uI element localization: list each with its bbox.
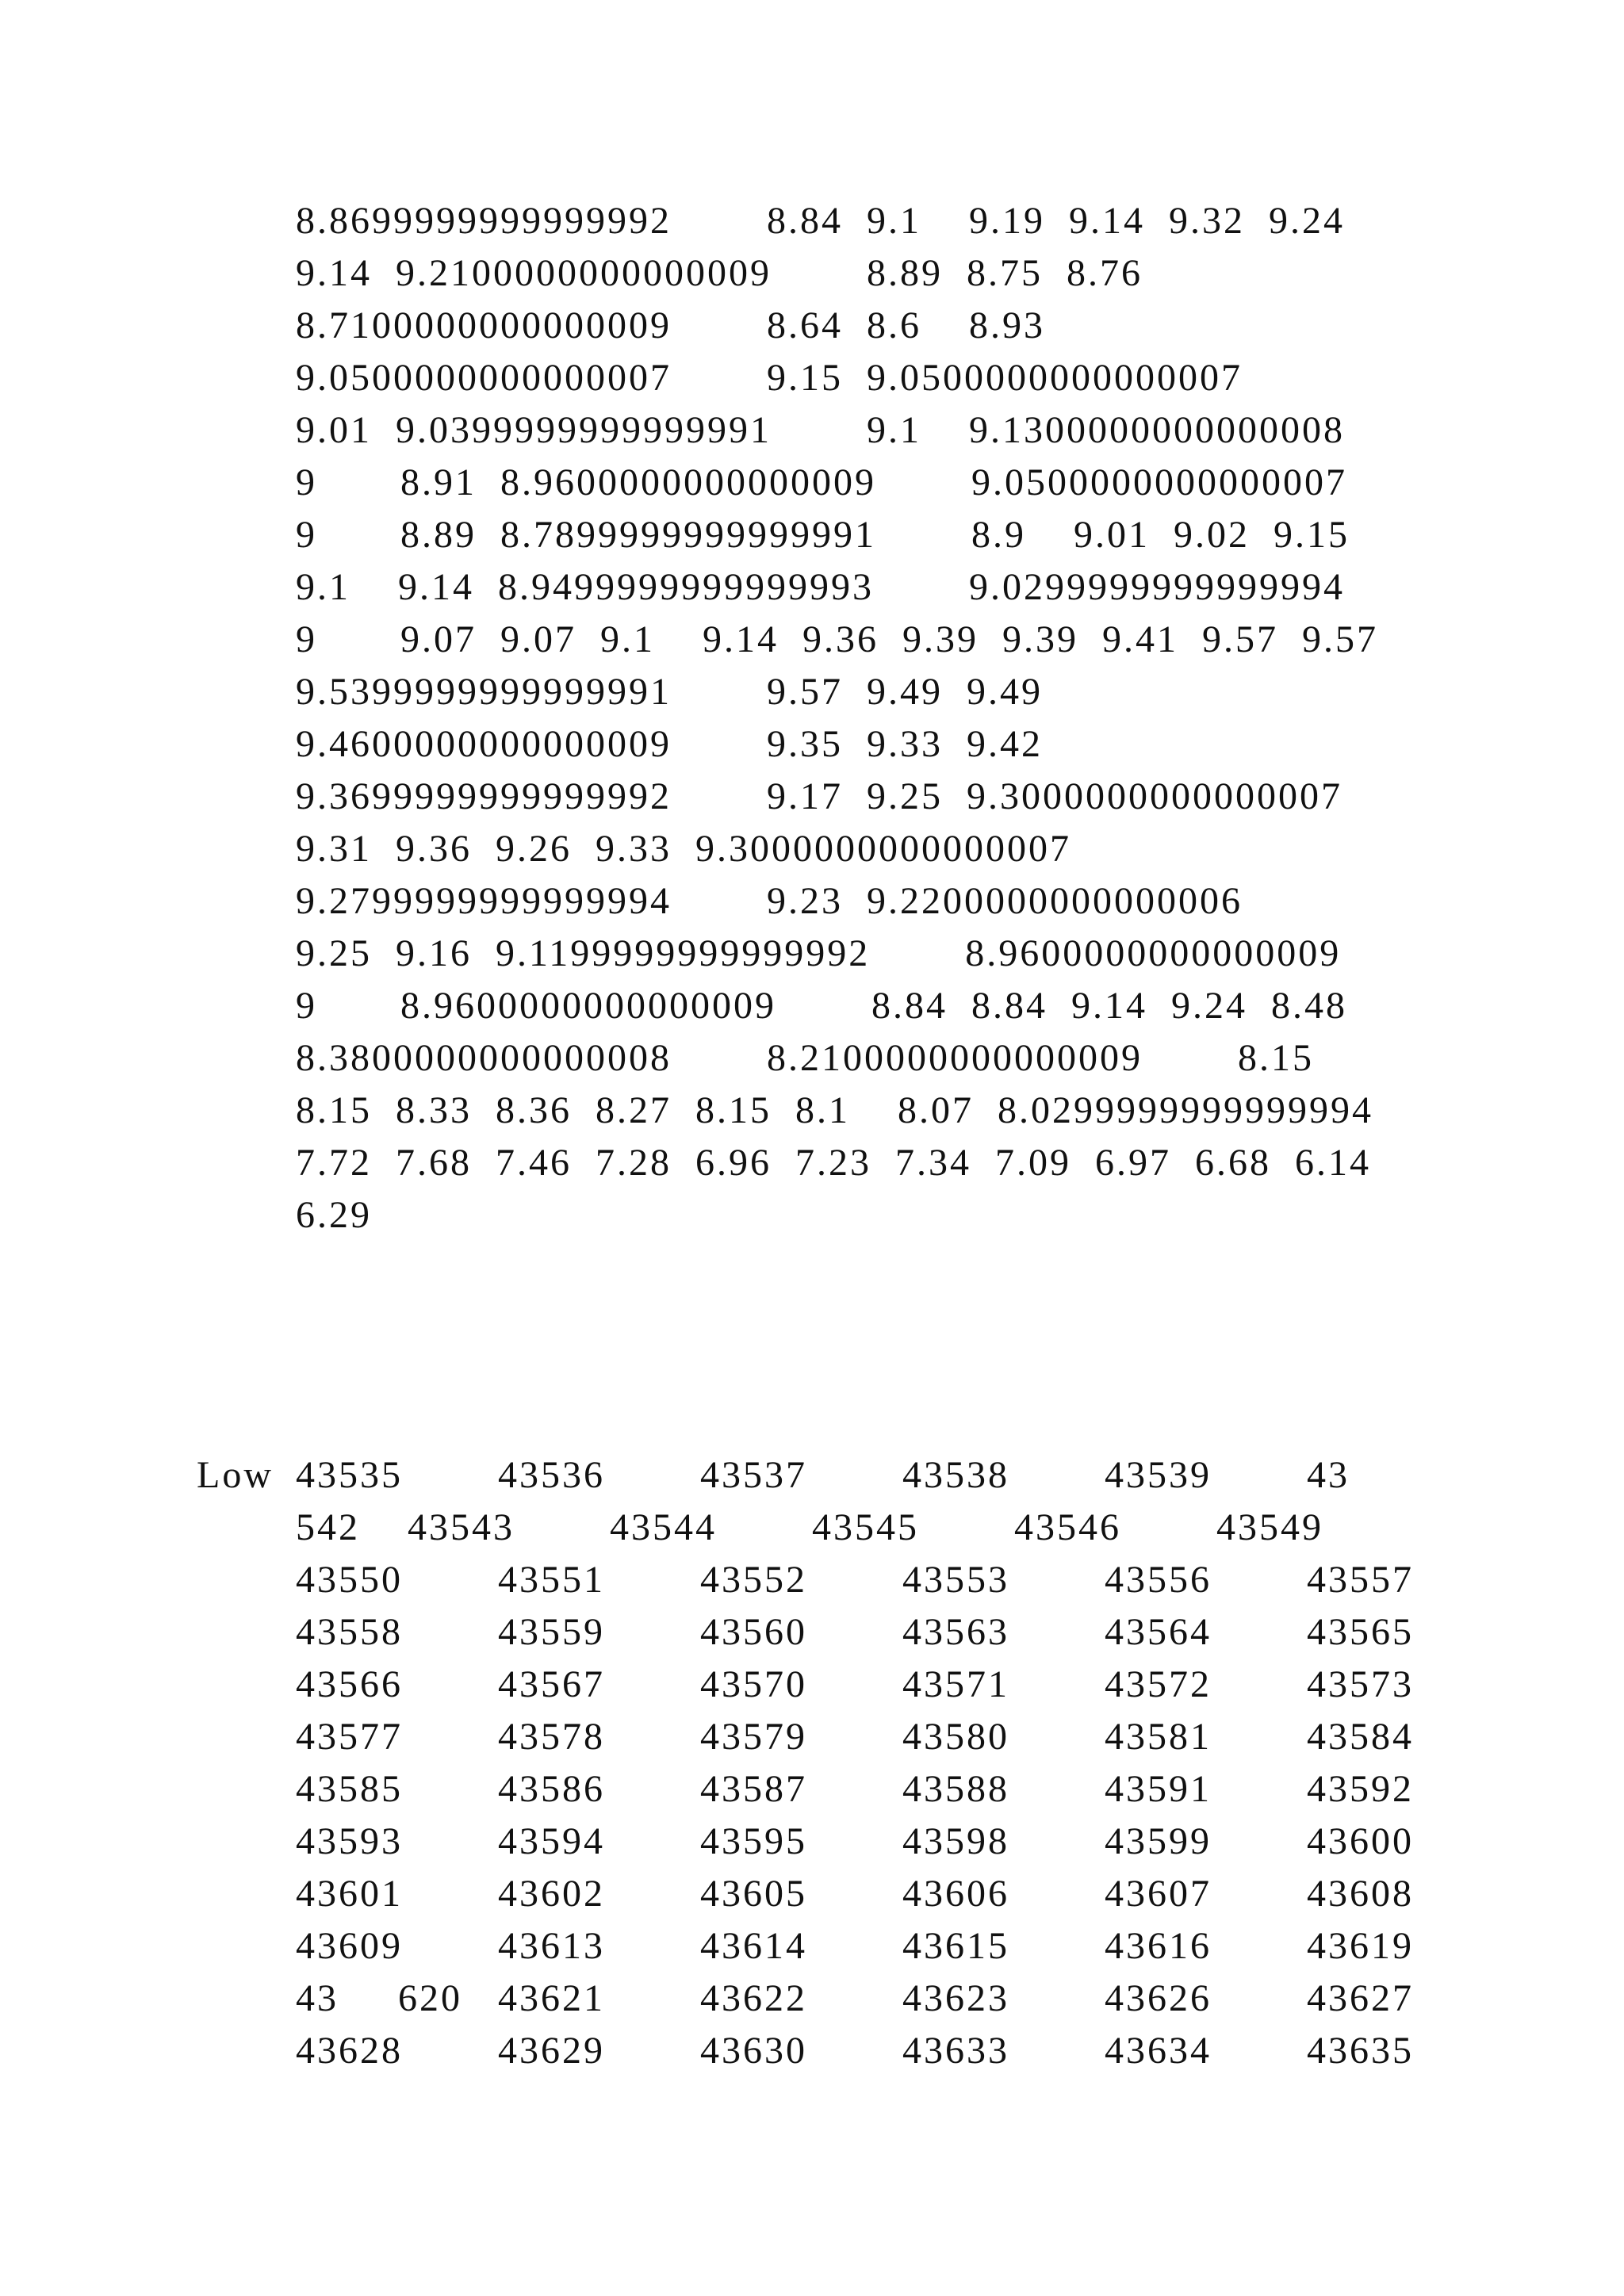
text-line: 6.29 — [296, 1194, 372, 1236]
text-line: 7.72 7.68 7.46 7.28 6.96 7.23 7.34 7.09 6.97 6.68 6.14 — [296, 1142, 1371, 1184]
text-line: 9.0500000000000007 9.15 9.0500000000000007 — [296, 357, 1243, 399]
text-line: 9.25 9.16 9.1199999999999992 8.9600000000000009 — [296, 932, 1342, 974]
text-line: 9 9.07 9.07 9.1 9.14 9.36 9.39 9.39 9.41 9.57 9.57 — [296, 618, 1378, 660]
text-line: 9 8.89 8.7899999999999991 8.9 9.01 9.02 9.15 — [296, 514, 1350, 556]
text-line: 43550 43551 43552 43553 43556 43557 — [296, 1559, 1414, 1601]
text-line: 9.5399999999999991 9.57 9.49 9.49 — [296, 671, 1043, 713]
text-line: 9.3699999999999992 9.17 9.25 9.3000000000000007 — [296, 775, 1342, 817]
price-values-block — [296, 195, 1422, 1242]
text-line: 43535 43536 43537 43538 43539 43 — [296, 1454, 1350, 1496]
text-line: 43566 43567 43570 43571 43572 43573 — [296, 1663, 1414, 1705]
text-line: 43577 43578 43579 43580 43581 43584 — [296, 1716, 1414, 1758]
text-line: 43558 43559 43560 43563 43564 43565 — [296, 1611, 1414, 1653]
text-line: 9.01 9.0399999999999991 9.1 9.1300000000000008 — [296, 409, 1345, 451]
text-line: 43628 43629 43630 43633 43634 43635 — [296, 2030, 1414, 2072]
text-line: 43585 43586 43587 43588 43591 43592 — [296, 1768, 1414, 1810]
text-line: 43609 43613 43614 43615 43616 43619 — [296, 1925, 1414, 1967]
text-line: 8.7100000000000009 8.64 8.6 8.93 — [296, 304, 1045, 346]
text-line: 9.31 9.36 9.26 9.33 9.3000000000000007 — [296, 828, 1071, 870]
text-line: 43593 43594 43595 43598 43599 43600 — [296, 1820, 1414, 1862]
text-line: 9.2799999999999994 9.23 9.2200000000000006 — [296, 880, 1243, 922]
text-line: 43601 43602 43605 43606 43607 43608 — [296, 1873, 1414, 1915]
text-line: 542 43543 43544 43545 43546 43549 — [296, 1506, 1323, 1548]
text-line: 9.1 9.14 8.9499999999999993 9.0299999999999994 — [296, 566, 1345, 608]
text-line: 9 8.91 8.9600000000000009 9.0500000000000007 — [296, 461, 1347, 503]
low-values-block — [296, 1449, 1422, 2077]
text-line: 8.3800000000000008 8.2100000000000009 8.15 — [296, 1037, 1314, 1079]
low-label: Low — [197, 1454, 274, 1496]
text-line: 9.4600000000000009 9.35 9.33 9.42 — [296, 723, 1043, 765]
text-line: 9.14 9.2100000000000009 8.89 8.75 8.76 — [296, 252, 1143, 294]
text-line: 9 8.9600000000000009 8.84 8.84 9.14 9.24 8.48 — [296, 985, 1347, 1027]
text-line: 43 620 43621 43622 43623 43626 43627 — [296, 1977, 1414, 2019]
text-line: 8.8699999999999992 8.84 9.1 9.19 9.14 9.32 9.24 — [296, 200, 1345, 242]
text-line: 8.15 8.33 8.36 8.27 8.15 8.1 8.07 8.0299999999999994 — [296, 1089, 1373, 1131]
